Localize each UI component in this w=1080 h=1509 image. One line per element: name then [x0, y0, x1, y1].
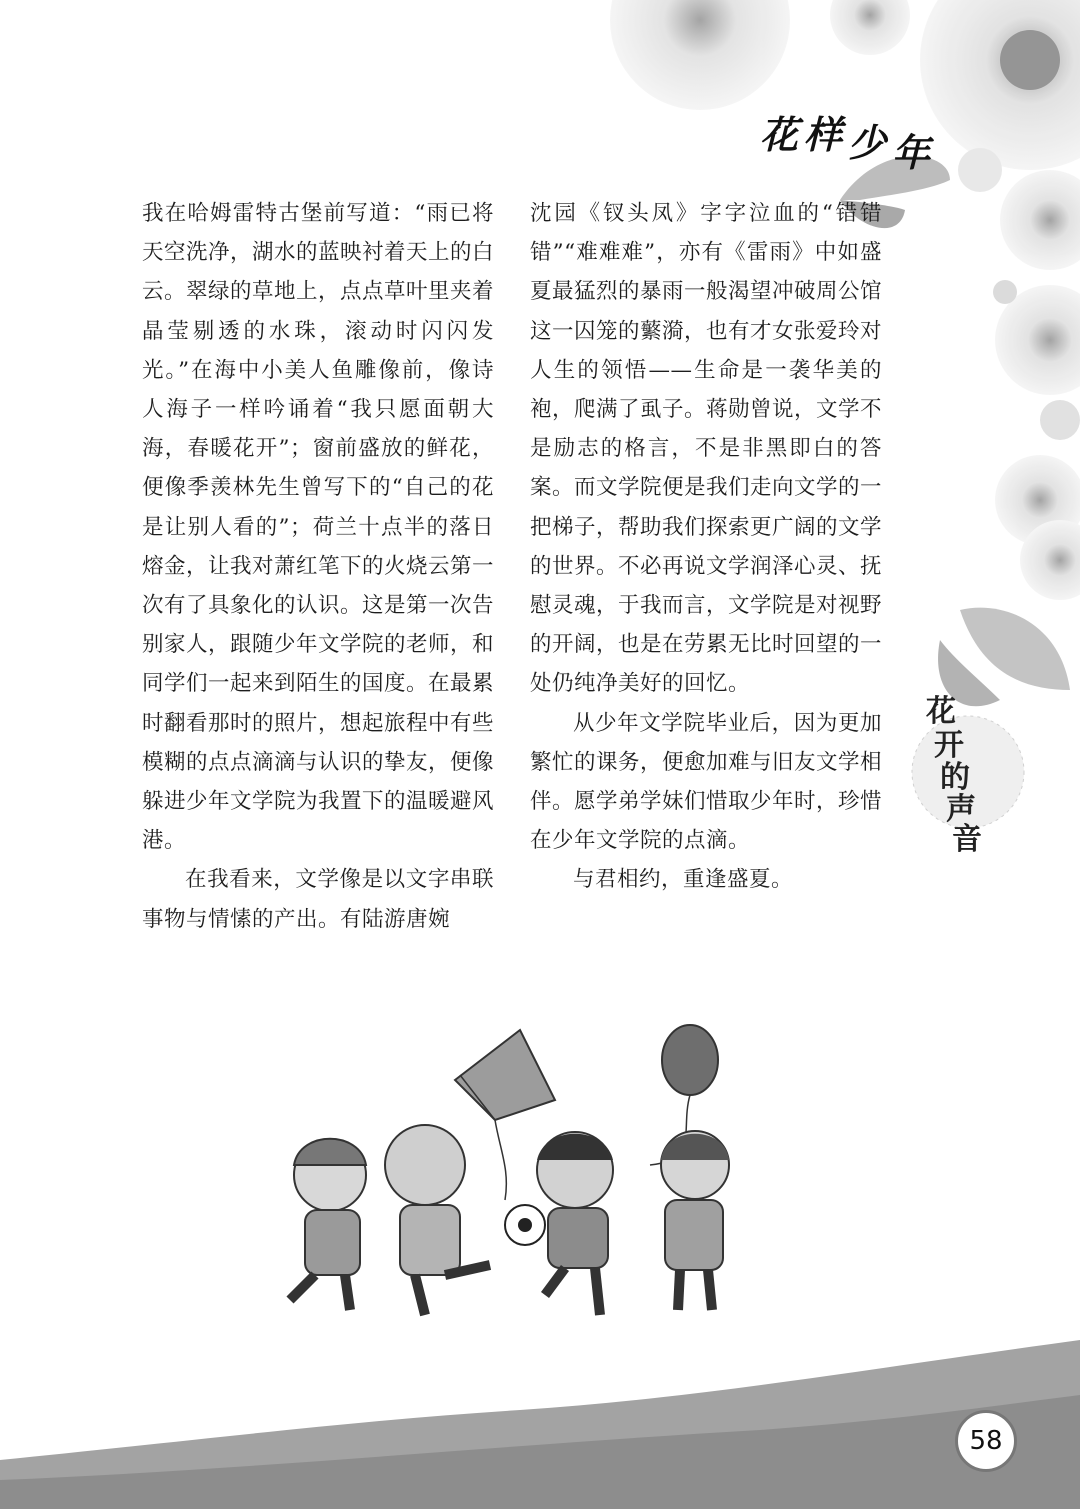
article-paragraph: 沈园《钗头凤》字字泣血的“错错错”“难难难”，亦有《雷雨》中如盛夏最猛烈的暴雨一般渴望冲破周公馆这一囚笼的蘩漪，也有才女张爱玲对人生的领悟——生命是一袭华美的袍，爬满了虱子。蒋勋曾说，文学不是励志的格言，不是非黑即白的答案。而文学院便是我们走向文学的一把梯子，帮助我们探索更广阔的文学的世界。不必再说文学润泽心灵、抚慰灵魂，于我而言，文学院是对视野的开阔，也是在劳累无比时回望的一处仍纯净美好的回忆。	[530, 201, 883, 697]
article-column-left	[142, 194, 494, 939]
side-label-char: 的	[940, 760, 970, 795]
children-playing-illustration	[290, 1025, 729, 1315]
section-title-char: 少	[848, 121, 893, 165]
side-label-char: 花	[926, 694, 956, 729]
article-paragraph: 与君相约，重逢盛夏。	[573, 867, 794, 893]
article-paragraph: 我在哈姆雷特古堡前写道：“雨已将天空洗净，湖水的蓝映衬着天上的白云。翠绿的草地上，点点草叶里夹着晶莹剔透的水珠，滚动时闪闪发光。”在海中小美人鱼雕像前，像诗人海子一样吟诵着“我只愿面朝大海，春暖花开”；窗前盛放的鲜花，便像季羡林先生曾写下的“自己的花是让别人看的”；荷兰十点半的落日熔金，让我对萧红笔下的火烧云第一次有了具象化的认识。这是第一次告别家人，跟随少年文学院的老师，和同学们一起来到陌生的国度。在最累时翻看那时的照片，想起旅程中有些模糊的点点滴滴与认识的挚友，便像躲进少年文学院为我置下的温暖避风港。	[142, 201, 495, 854]
side-label-char: 音	[952, 822, 982, 857]
section-title-char: 样	[804, 113, 849, 157]
article-column-right	[530, 194, 882, 900]
flower-cluster-right-icon	[993, 280, 1080, 600]
article-paragraph: 从少年文学院毕业后，因为更加繁忙的课务，便愈加难与旧友文学相伴。愿学弟学妹们惜取少年时，珍惜在少年文学院的点滴。	[530, 710, 883, 854]
page-number: 58	[955, 1410, 1017, 1472]
side-label-column-name	[916, 686, 1026, 857]
side-label-char: 声	[946, 792, 976, 827]
article-paragraph: 在我看来，文学像是以文字串联事物与情愫的产出。有陆游唐婉	[142, 867, 494, 932]
section-title-char: 年	[892, 131, 937, 175]
side-label-char: 开	[934, 728, 964, 763]
section-title-char: 花	[760, 113, 805, 157]
section-title	[760, 104, 937, 175]
